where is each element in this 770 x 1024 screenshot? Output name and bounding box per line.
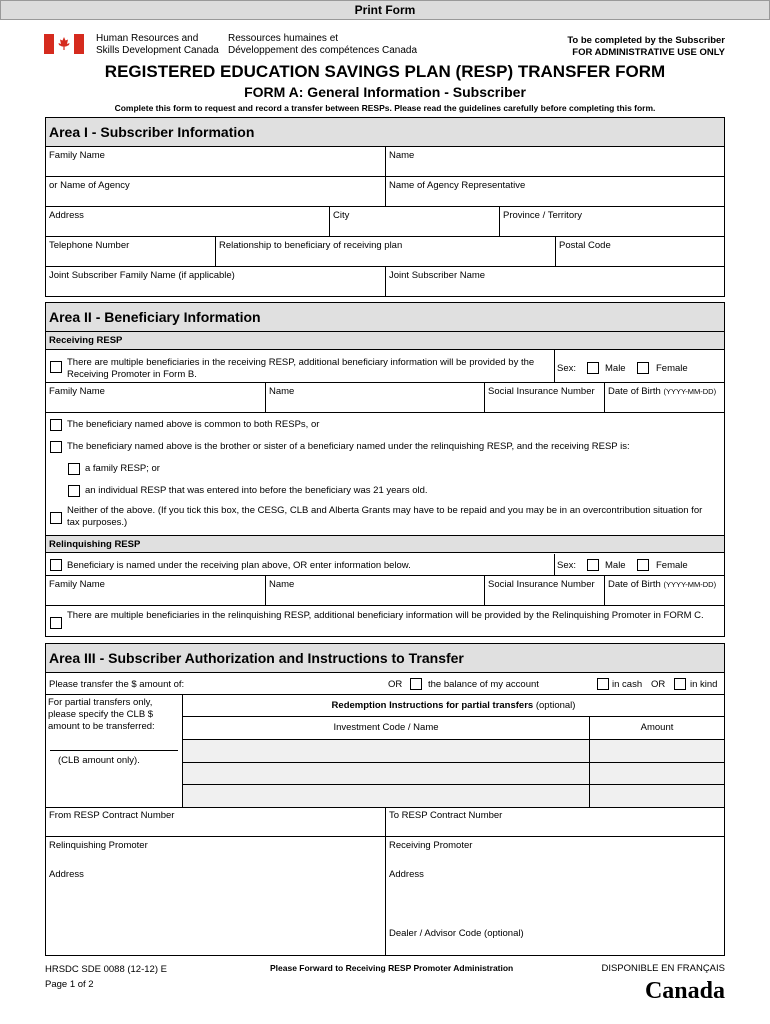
relinquishing-male-label: Male [605,560,626,571]
receiving-resp-heading: Receiving RESP [46,332,724,350]
clb-amount-field[interactable] [50,750,178,751]
neither-text: Neither of the above. (If you tick this box, the CESG, CLB and Alberta Grants may have to be repaid and you may be in an overcontribution situation for tax purposes.) [67,505,703,528]
relinquishing-family-name-field[interactable]: Family Name [46,576,266,606]
form-number: HRSDC SDE 0088 (12-12) E [45,964,167,975]
family-resp-checkbox[interactable] [68,463,80,475]
relinquishing-sex-label: Sex: [557,560,577,571]
agency-name-field[interactable]: or Name of Agency [46,177,386,207]
dealer-code-field[interactable]: Dealer / Advisor Code (optional) [389,928,524,939]
area-1-title: Area I - Subscriber Information [46,118,724,147]
redemption-heading: Redemption Instructions for partial transfers (optional) [183,695,724,717]
to-contract-field[interactable]: To RESP Contract Number [386,807,724,837]
relinquishing-promoter-field[interactable]: Relinquishing Promoter [49,840,148,851]
receiving-promoter-field[interactable]: Receiving Promoter [389,840,473,851]
male-checkbox[interactable] [587,362,599,374]
neither-checkbox[interactable] [50,512,62,524]
male-label: Male [605,363,626,374]
multiple-receiving-checkbox[interactable] [50,361,62,373]
from-contract-field[interactable]: From RESP Contract Number [46,807,386,837]
sex-label: Sex: [557,363,577,374]
female-label: Female [656,363,688,374]
named-under-checkbox[interactable] [50,559,62,571]
family-name-field[interactable]: Family Name [46,147,386,177]
area-1-subscriber [45,117,725,297]
investment-code-input-1[interactable] [183,740,590,763]
amount-input-2[interactable] [590,763,724,785]
individual-resp-checkbox[interactable] [68,485,80,497]
form-subtitle: FORM A: General Information - Subscriber [244,84,526,100]
address-field[interactable]: Address [46,207,330,237]
joint-name-field[interactable]: Joint Subscriber Name [389,270,486,281]
multiple-relinquishing-checkbox[interactable] [50,617,62,629]
receiving-address-field[interactable]: Address [389,869,424,880]
common-beneficiary-checkbox[interactable] [50,419,62,431]
balance-checkbox[interactable] [410,678,422,690]
amount-input-3[interactable] [590,785,724,807]
named-under-text: Beneficiary is named under the receiving plan above, OR enter information below. [67,560,411,571]
amount-header: Amount [590,717,724,740]
area-3-title: Area III - Subscriber Authorization and Instructions to Transfer [46,644,724,673]
department-name-english: Human Resources and Skills Development Canada [96,33,219,56]
relinquishing-dob-field[interactable]: Date of Birth (YYYY-MM-DD) [605,576,724,606]
relinquishing-address-field[interactable]: Address [49,869,84,880]
investment-code-input-3[interactable] [183,785,590,807]
canada-wordmark: Canada [644,978,725,1004]
receiving-dob-field[interactable]: Date of Birth (YYYY-MM-DD) [605,383,724,413]
receiving-promoter-block [386,837,724,955]
in-cash-label: in cash [612,679,643,690]
page-number: Page 1 of 2 [45,979,94,990]
relinquishing-female-checkbox[interactable] [637,559,649,571]
female-checkbox[interactable] [637,362,649,374]
clb-amount-label: (CLB amount only). [58,755,140,766]
family-resp-text: a family RESP; or [85,463,160,474]
receiving-name-field[interactable]: Name [266,383,485,413]
common-beneficiary-text: The beneficiary named above is common to both RESPs, or [67,419,320,430]
province-field[interactable]: Province / Territory [500,207,724,237]
relinquishing-promoter-block [46,837,386,955]
or-label: OR [388,679,403,690]
area-3-authorization [45,643,725,956]
footer-left [45,962,167,992]
investment-code-input-2[interactable] [183,763,590,785]
balance-label: the balance of my account [428,679,539,690]
multiple-receiving-text: There are multiple beneficiaries in the receiving RESP, additional beneficiary information will be provided by the Receiving Promoter in Form B. [67,357,535,380]
form-title: REGISTERED EDUCATION SAVINGS PLAN (RESP) TRANSFER FORM [104,62,666,81]
relationship-field[interactable]: Relationship to beneficiary of receiving plan [216,237,556,267]
forward-notice: Please Forward to Receiving RESP Promoter Administration [270,963,514,973]
partial-transfer-text: For partial transfers only, please specify the CLB $ amount to be transferred: [48,697,155,732]
in-cash-checkbox[interactable] [597,678,609,690]
receiving-family-name-field[interactable]: Family Name [46,383,266,413]
relinquishing-name-field[interactable]: Name [266,576,485,606]
joint-family-name-field[interactable]: Joint Subscriber Family Name (if applicable) [46,267,386,296]
form-instructions: Complete this form to request and record a transfer between RESPs. Please read the guidelines carefully before completing this form. [114,103,656,113]
or-label-2: OR [651,679,666,690]
agency-representative-field[interactable]: Name of Agency Representative [386,177,724,207]
relinquishing-resp-heading: Relinquishing RESP [46,535,724,553]
relinquishing-male-checkbox[interactable] [587,559,599,571]
amount-input-1[interactable] [590,740,724,763]
area-2-beneficiary [45,302,725,637]
transfer-amount-label[interactable]: Please transfer the $ amount of: [49,679,185,690]
individual-resp-text: an individual RESP that was entered into before the beneficiary was 21 years old. [85,485,428,496]
sibling-beneficiary-checkbox[interactable] [50,441,62,453]
name-field[interactable]: Name [386,147,724,177]
sibling-beneficiary-text: The beneficiary named above is the brother or sister of a beneficiary named under the relinquishing RESP, and the receiving RESP is: [67,441,630,452]
canada-flag-icon [44,34,84,54]
department-name-french: Ressources humaines et Développement des compétences Canada [228,33,418,56]
relinquishing-sin-field[interactable]: Social Insurance Number [485,576,605,606]
investment-code-header: Investment Code / Name [183,717,590,740]
french-availability: DISPONIBLE EN FRANÇAIS [601,963,725,974]
postal-code-field[interactable]: Postal Code [556,237,724,267]
city-field[interactable]: City [330,207,500,237]
area-2-title: Area II - Beneficiary Information [46,303,724,332]
admin-notice: To be completed by the Subscriber FOR ADMINISTRATIVE USE ONLY [567,35,725,58]
print-form-button[interactable]: Print Form [0,0,770,20]
in-kind-label: in kind [690,679,718,690]
in-kind-checkbox[interactable] [674,678,686,690]
telephone-field[interactable]: Telephone Number [46,237,216,267]
receiving-sin-field[interactable]: Social Insurance Number [485,383,605,413]
multiple-relinquishing-text: There are multiple beneficiaries in the relinquishing RESP, additional beneficiary information will be provided by the Relinquishing Promoter in FORM C. [67,610,704,621]
relinquishing-female-label: Female [656,560,688,571]
